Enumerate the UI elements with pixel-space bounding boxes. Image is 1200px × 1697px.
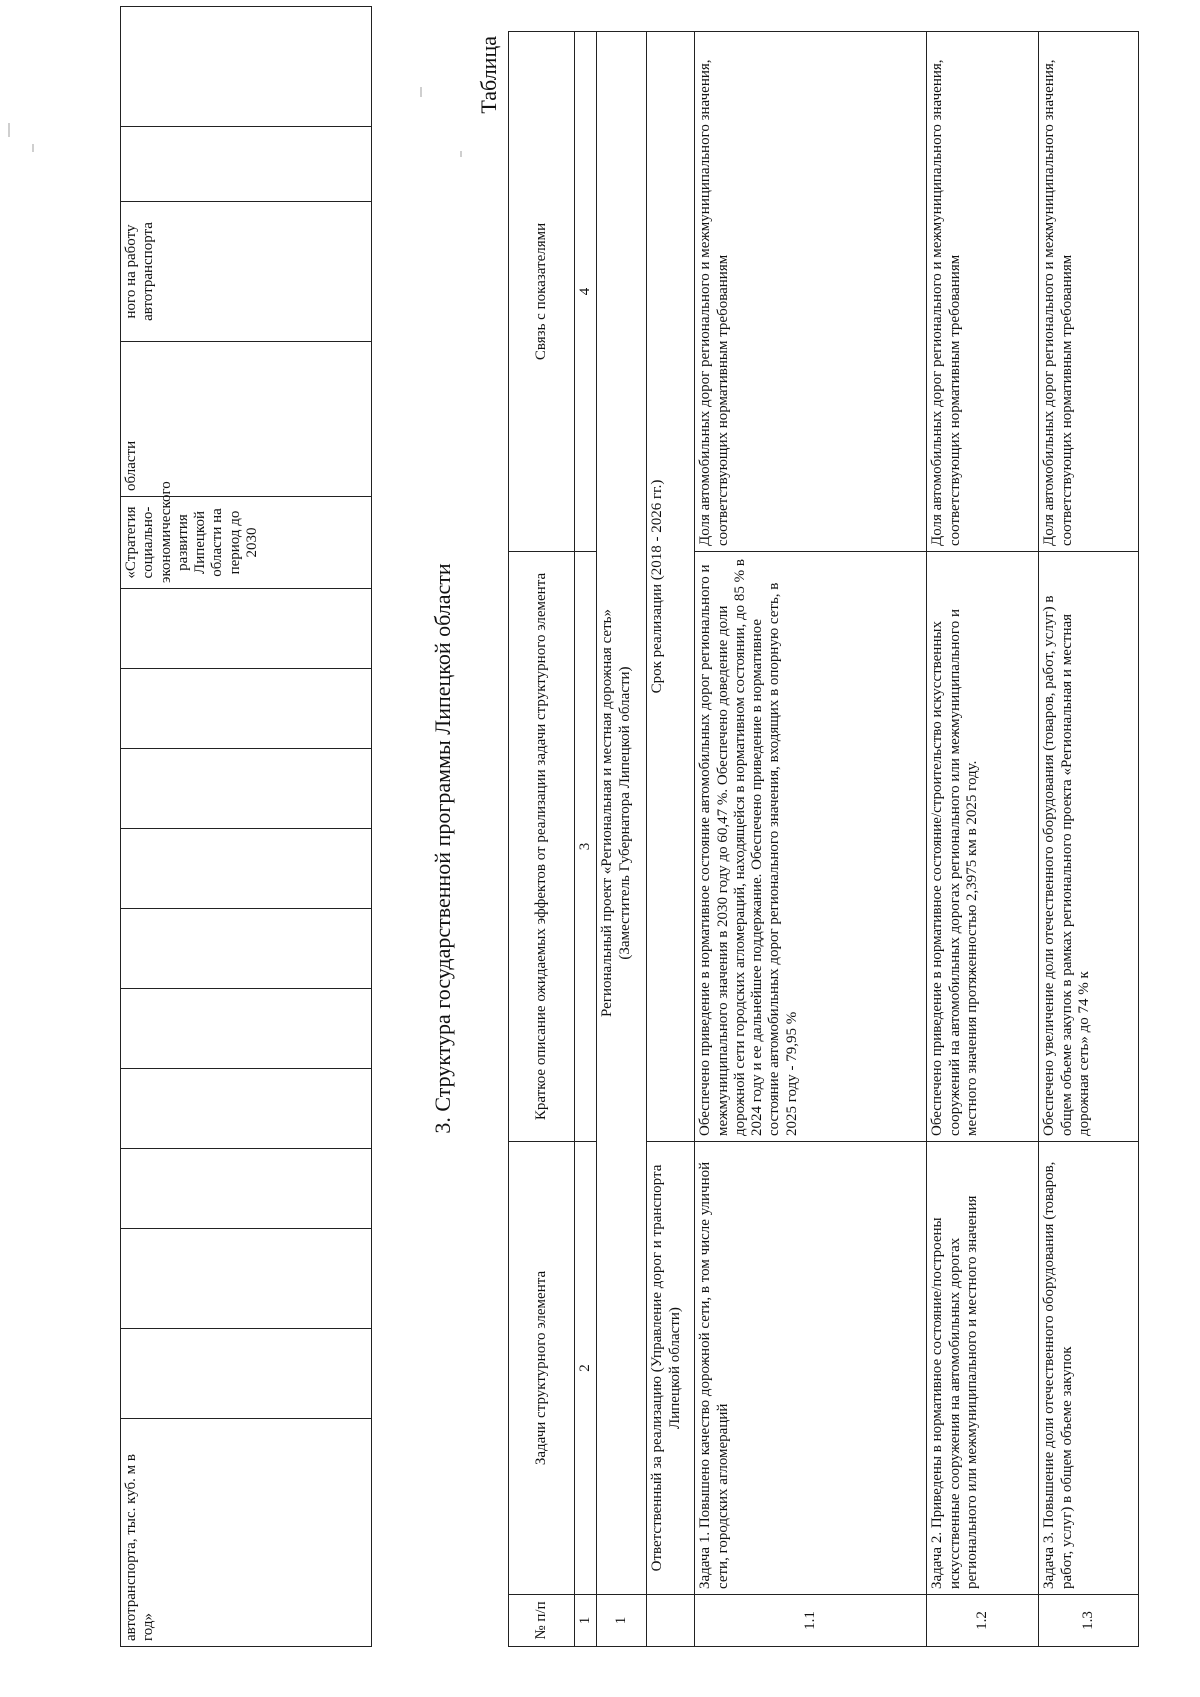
continued-indicator-table	[120, 6, 372, 1647]
numbering-cell: 3	[575, 552, 597, 1142]
numbering-cell: 2	[575, 1142, 597, 1595]
indicator-cell: Доля автомобильных дорог регионального и межмуниципального значения, соответствующих нормативным требованиям	[1039, 32, 1139, 552]
indicator-cell: Доля автомобильных дорог регионального и межмуниципального значения, соответствующих нормативным требованиям	[927, 32, 1039, 552]
section-title: 3. Структура государственной программы Липецкой области	[430, 563, 455, 1134]
region-cell: области	[121, 342, 372, 497]
header-indicators: Связь с показателями	[509, 32, 575, 552]
empty-cell	[121, 989, 372, 1069]
project-cell	[597, 32, 647, 1595]
term-cell: Срок реализации (2018 - 2026 гг.)	[647, 32, 695, 1142]
empty-cell	[121, 589, 372, 669]
row-num: 1.1	[695, 1595, 927, 1647]
task-cell: Задача 3. Повышение доли отечественного оборудования (товаров, работ, услуг) в общем объеме закупок	[1039, 1142, 1139, 1595]
header-tasks: Задачи структурного элемента	[509, 1142, 575, 1595]
empty-cell	[121, 1149, 372, 1229]
program-structure-table	[508, 31, 1139, 1647]
transport-cell: ного на работу автотранспорта	[121, 202, 372, 342]
empty-cell	[121, 1229, 372, 1329]
indicator-cell: Доля автомобильных дорог регионального и межмуниципального значения, соответствующих нормативным требованиям	[695, 32, 927, 552]
table-caption: Таблица	[476, 36, 501, 114]
strategy-cell: «Стратегия социально-экономического развития Липецкой области на период до 2030	[121, 497, 372, 589]
numbering-cell: 1	[575, 1595, 597, 1647]
scan-speck	[8, 123, 10, 137]
header-num: № п/п	[509, 1595, 575, 1647]
indicator-name-cell: автотранспорта, тыс. куб. м в год»	[121, 1419, 372, 1647]
empty-cell	[121, 1069, 372, 1149]
empty-cell	[121, 127, 372, 202]
empty-cell	[121, 909, 372, 989]
empty-cell	[121, 1329, 372, 1419]
task-cell: Задача 2. Приведены в нормативное состояние/построены искусственные сооружения на автомобильных дорогах регионального или межмуниципального и местного значения	[927, 1142, 1039, 1595]
row-num: 1.2	[927, 1595, 1039, 1647]
project-title: Региональный проект «Региональная и местная дорожная сеть»	[599, 609, 616, 1017]
empty-cell	[121, 7, 372, 127]
effect-cell: Обеспечено приведение в нормативное состояние/строительство искусственных сооружений на автомобильных дорогах регионального или межмуниципального и местного значения протяженностью 2,3975 км в 2025 году.	[927, 552, 1039, 1142]
empty-cell	[647, 1595, 695, 1647]
scan-speck	[420, 87, 422, 97]
project-curator: (Заместитель Губернатора Липецкой области)	[616, 666, 633, 960]
scan-speck	[460, 151, 462, 157]
numbering-cell: 4	[575, 32, 597, 552]
empty-cell	[121, 669, 372, 749]
project-num: 1	[597, 1595, 647, 1647]
effect-cell: Обеспечено увеличение доли отечественного оборудования (товаров, работ, услуг) в общем объеме закупок в рамках регионального проекта «Региональная и местная дорожная сеть» до 74 % к	[1039, 552, 1139, 1142]
empty-cell	[121, 749, 372, 829]
responsible-cell: Ответственный за реализацию (Управление дорог и транспорта Липецкой области)	[647, 1142, 695, 1595]
row-num: 1.3	[1039, 1595, 1139, 1647]
task-cell: Задача 1. Повышено качество дорожной сети, в том числе уличной сети, городских агломераций	[695, 1142, 927, 1595]
empty-cell	[121, 829, 372, 909]
effect-cell: Обеспечено приведение в нормативное состояние автомобильных дорог регионального и межмуниципального значения в 2030 году до 60,47 %. Обеспечено доведение доли дорожной сети городских агломераций, находящейся в нормативном состоянии, до 85 % в 2024 году и ее дальнейшее поддержание. Обеспечено приведение в нормативное состояние автомобильных дорог регионального значения, входящих в опорную сеть, в 2025 году - 79,95 %	[695, 552, 927, 1142]
scan-speck	[32, 144, 34, 152]
header-effects: Краткое описание ожидаемых эффектов от реализации задачи структурного элемента	[509, 552, 575, 1142]
